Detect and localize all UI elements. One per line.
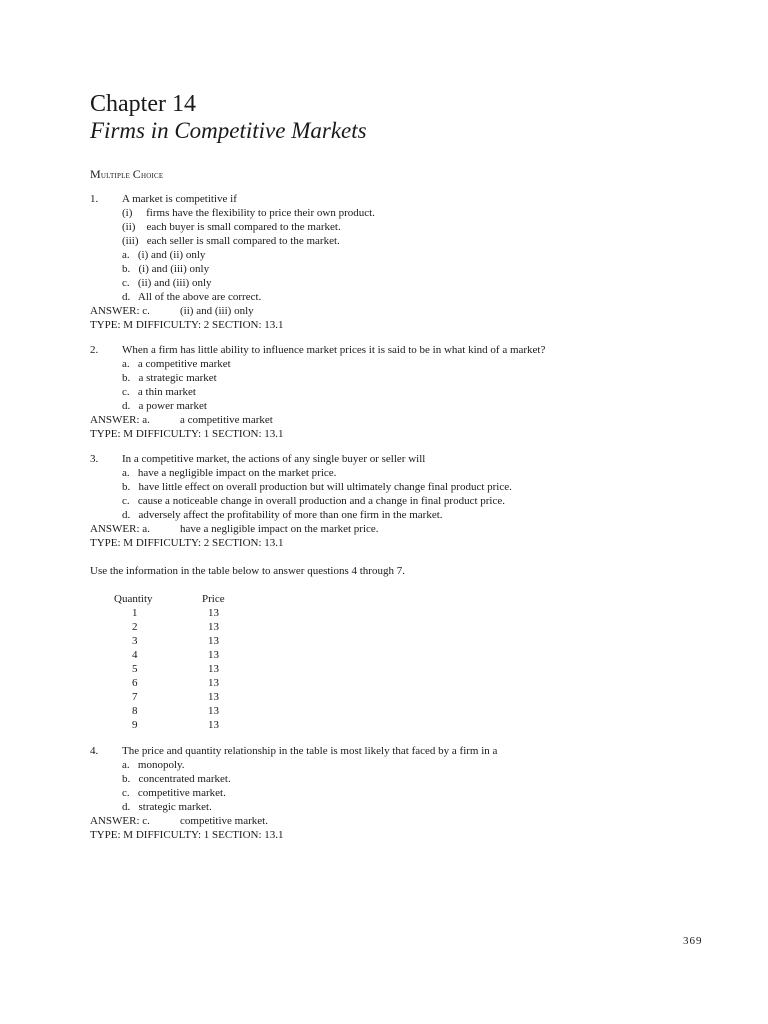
question-4-answer	[90, 814, 268, 828]
table-cell-quantity: 4	[132, 649, 138, 661]
question-4-stem: The price and quantity relationship in the table is most likely that faced by a firm in a	[122, 745, 498, 757]
question-1-option: a. (i) and (ii) only	[122, 249, 206, 261]
table-cell-price: 13	[208, 677, 219, 689]
table-intro: Use the information in the table below to answer questions 4 through 7.	[90, 565, 405, 577]
question-2-option: c. a thin market	[122, 386, 196, 398]
question-4-meta: TYPE: M DIFFICULTY: 1 SECTION: 13.1	[90, 829, 284, 841]
question-4-option: d. strategic market.	[122, 801, 212, 813]
page-number: 369	[683, 935, 703, 947]
table-cell-quantity: 7	[132, 691, 138, 703]
question-1-option: d. All of the above are correct.	[122, 291, 262, 303]
answer-label: ANSWER: a.	[90, 523, 150, 535]
question-4-option: c. competitive market.	[122, 787, 226, 799]
question-3-option: c. cause a noticeable change in overall production and a change in final product price.	[122, 495, 506, 507]
table-cell-quantity: 3	[132, 635, 138, 647]
answer-label: ANSWER: a.	[90, 414, 150, 426]
question-1-item: (iii) each seller is small compared to the market.	[122, 235, 340, 247]
question-4-option: b. concentrated market.	[122, 773, 231, 785]
question-2-option: a. a competitive market	[122, 358, 231, 370]
question-3-number: 3.	[90, 453, 99, 465]
answer-value: a competitive market	[180, 414, 273, 426]
table-cell-quantity: 5	[132, 663, 138, 675]
table-cell-price: 13	[208, 635, 219, 647]
question-3-stem: In a competitive market, the actions of any single buyer or seller will	[122, 453, 426, 465]
question-3-meta: TYPE: M DIFFICULTY: 2 SECTION: 13.1	[90, 537, 284, 549]
table-cell-price: 13	[208, 621, 219, 633]
question-1-stem: A market is competitive if	[122, 193, 237, 205]
question-2-meta: TYPE: M DIFFICULTY: 1 SECTION: 13.1	[90, 428, 284, 440]
question-3-option: a. have a negligible impact on the market price.	[122, 467, 337, 479]
answer-label: ANSWER: c.	[90, 305, 150, 317]
section-heading: Multiple Choice	[90, 167, 164, 181]
chapter-title: Firms in Competitive Markets	[90, 118, 367, 143]
question-3-option: b. have little effect on overall production but will ultimately change final product price.	[122, 481, 512, 493]
question-1-option: b. (i) and (iii) only	[122, 263, 210, 275]
question-1-item: (ii) each buyer is small compared to the market.	[122, 221, 341, 233]
question-4-option: a. monopoly.	[122, 759, 185, 771]
table-cell-price: 13	[208, 663, 219, 675]
table-cell-quantity: 1	[132, 607, 138, 619]
table-cell-price: 13	[208, 719, 219, 731]
question-2-answer	[90, 413, 273, 427]
table-cell-price: 13	[208, 691, 219, 703]
table-cell-quantity: 2	[132, 621, 138, 633]
question-1-option: c. (ii) and (iii) only	[122, 277, 212, 289]
table-cell-price: 13	[208, 607, 219, 619]
answer-label: ANSWER: c.	[90, 815, 150, 827]
question-2-number: 2.	[90, 344, 99, 356]
question-2-option: d. a power market	[122, 400, 207, 412]
question-2-option: b. a strategic market	[122, 372, 217, 384]
question-1-answer	[90, 304, 254, 318]
table-cell-quantity: 9	[132, 719, 138, 731]
question-4-number: 4.	[90, 745, 99, 757]
table-cell-quantity: 8	[132, 705, 138, 717]
table-cell-quantity: 6	[132, 677, 138, 689]
table-cell-price: 13	[208, 649, 219, 661]
question-1-item: (i) firms have the flexibility to price their own product.	[122, 207, 375, 219]
question-3-answer	[90, 522, 379, 536]
question-1-meta: TYPE: M DIFFICULTY: 2 SECTION: 13.1	[90, 319, 284, 331]
question-1-number: 1.	[90, 193, 99, 205]
table-header-quantity: Quantity	[114, 593, 153, 605]
table-cell-price: 13	[208, 705, 219, 717]
table-header-price: Price	[202, 593, 225, 605]
answer-value: competitive market.	[180, 815, 268, 827]
question-3-option: d. adversely affect the profitability of more than one firm in the market.	[122, 509, 443, 521]
answer-value: (ii) and (iii) only	[180, 305, 254, 317]
chapter-heading: Chapter 14	[90, 91, 196, 117]
question-2-stem: When a firm has little ability to influence market prices it is said to be in what kind of a market?	[122, 344, 546, 356]
answer-value: have a negligible impact on the market price.	[180, 523, 379, 535]
